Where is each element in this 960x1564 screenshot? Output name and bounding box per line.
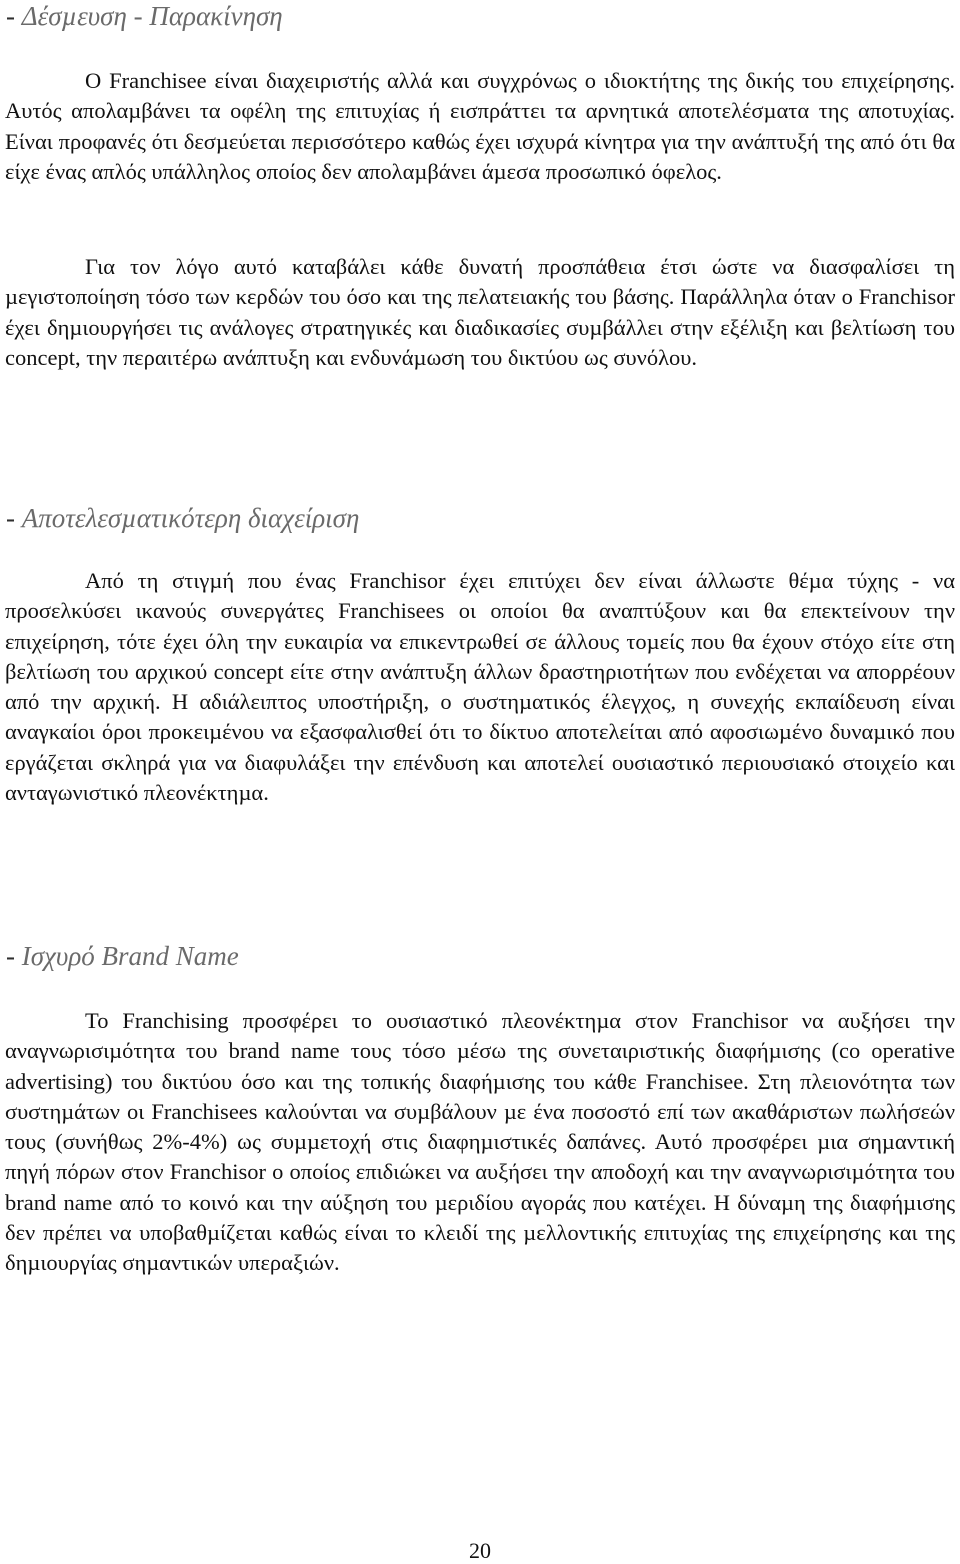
- paragraph: Για τον λόγο αυτό καταβάλει κάθε δυνατή προσπάθεια έτσι ώστε να διασφαλίσει τη µεγιστοποίηση τόσο των κερδών του όσο και της πελατειακής του βάσης. Παράλληλα όταν ο Franchisor έχει δηµιουργήσει τις ανάλογες στρατηγικές και διαδικασίες συµβάλλει στην εξέλιξη και βελτίωση του concept, την περαιτέρω ανάπτυξη και ενδυνάµωση του δικτύου ως συνόλου.: [5, 254, 955, 370]
- paragraph: Από τη στιγµή που ένας Franchisor έχει επιτύχει δεν είναι άλλωστε θέµα τύχης - να προσελκύσει ικανούς συνεργάτες Franchisees οι οποίοι θα αναπτύξουν και θα επεκτείνουν την επιχείρηση, τότε έχει όλη την ευκαιρία να επικεντρωθεί σε άλλους τοµείς που θα έχουν στόχο είτε στη βελτίωση του αρχικού concept είτε στην ανάπτυξη άλλων δραστηριοτήτων που ενδέχεται να απορρέουν από την αρχική. Η αδιάλειπτος υποστήριξη, ο συστηµατικός έλεγχος, η συνεχής εκπαίδευση είναι αναγκαίοι όροι προκειµένου να εξασφαλισθεί ότι το δίκτυο αποτελείται από αφοσιωµένο δυναµικό που εργάζεται σκληρά για να διαφυλάξει την επένδυση και αποτελεί ουσιαστικό περιουσιακό στοιχείο και ανταγωνιστικό πλεονέκτηµα.: [5, 568, 955, 806]
- page-number: 20: [469, 1538, 491, 1563]
- paragraph: Ο Franchisee είναι διαχειριστής αλλά και συγχρόνως ο ιδιοκτήτης της δικής του επιχείρησης. Αυτός απολαµβάνει τα οφέλη της επιτυχίας ή εισπράττει τα αρνητικά αποτελέσµατα της αποτυχίας. Είναι προφανές ότι δεσµεύεται περισσότερο καθώς έχει ισχυρά κίνητρα για την ανάπτυξή της από ότι θα είχε ένας απλός υπάλληλος οποίος δεν απολαµβάνει άµεσα προσωπικό όφελος.: [5, 68, 955, 184]
- heading-title: Δέσµευση - Παρακίνηση: [21, 1, 283, 31]
- heading-dash: -: [6, 1, 22, 31]
- heading-dash: -: [6, 503, 22, 533]
- section-heading-commitment: [6, 0, 283, 32]
- heading-title: Ισχυρό Brand Name: [21, 941, 239, 971]
- heading-title: Αποτελεσµατικότερη διαχείριση: [21, 503, 360, 533]
- section-heading-brand-name: [6, 940, 239, 972]
- paragraph: Το Franchising προσφέρει το ουσιαστικό πλεονέκτηµα στον Franchisor να αυξήσει την αναγνωρισιµότητα του brand name τους τόσο µέσω της συνεταιριστικής διαφήµισης (co operative advertising) του δικτύου όσο και της τοπικής διαφήµισης του κάθε Franchisee. Στη πλειονότητα των συστηµάτων οι Franchisees καλούνται να συµβάλουν µε ένα ποσοστό επί των ακαθάριστων πωλήσεών τους (συνήθως 2%-4%) ως συµµετοχή στις διαφηµιστικές δαπάνες. Αυτό προσφέρει µια σηµαντική πηγή πόρων στον Franchisor ο οποίος επιδιώκει να αυξήσει την αποδοχή και την αναγνωρισιµότητα του brand name από το κοινό και την αύξηση του µεριδίου αγοράς που κατέχει. Η δύναµη της διαφήµισης δεν πρέπει να υποβαθµίζεται καθώς είναι το κλειδί της µελλοντικής επιτυχίας της επιχείρησης και της δηµιουργίας σηµαντικών υπεραξιών.: [5, 1008, 955, 1276]
- heading-dash: -: [6, 941, 22, 971]
- section-heading-management: [6, 502, 359, 534]
